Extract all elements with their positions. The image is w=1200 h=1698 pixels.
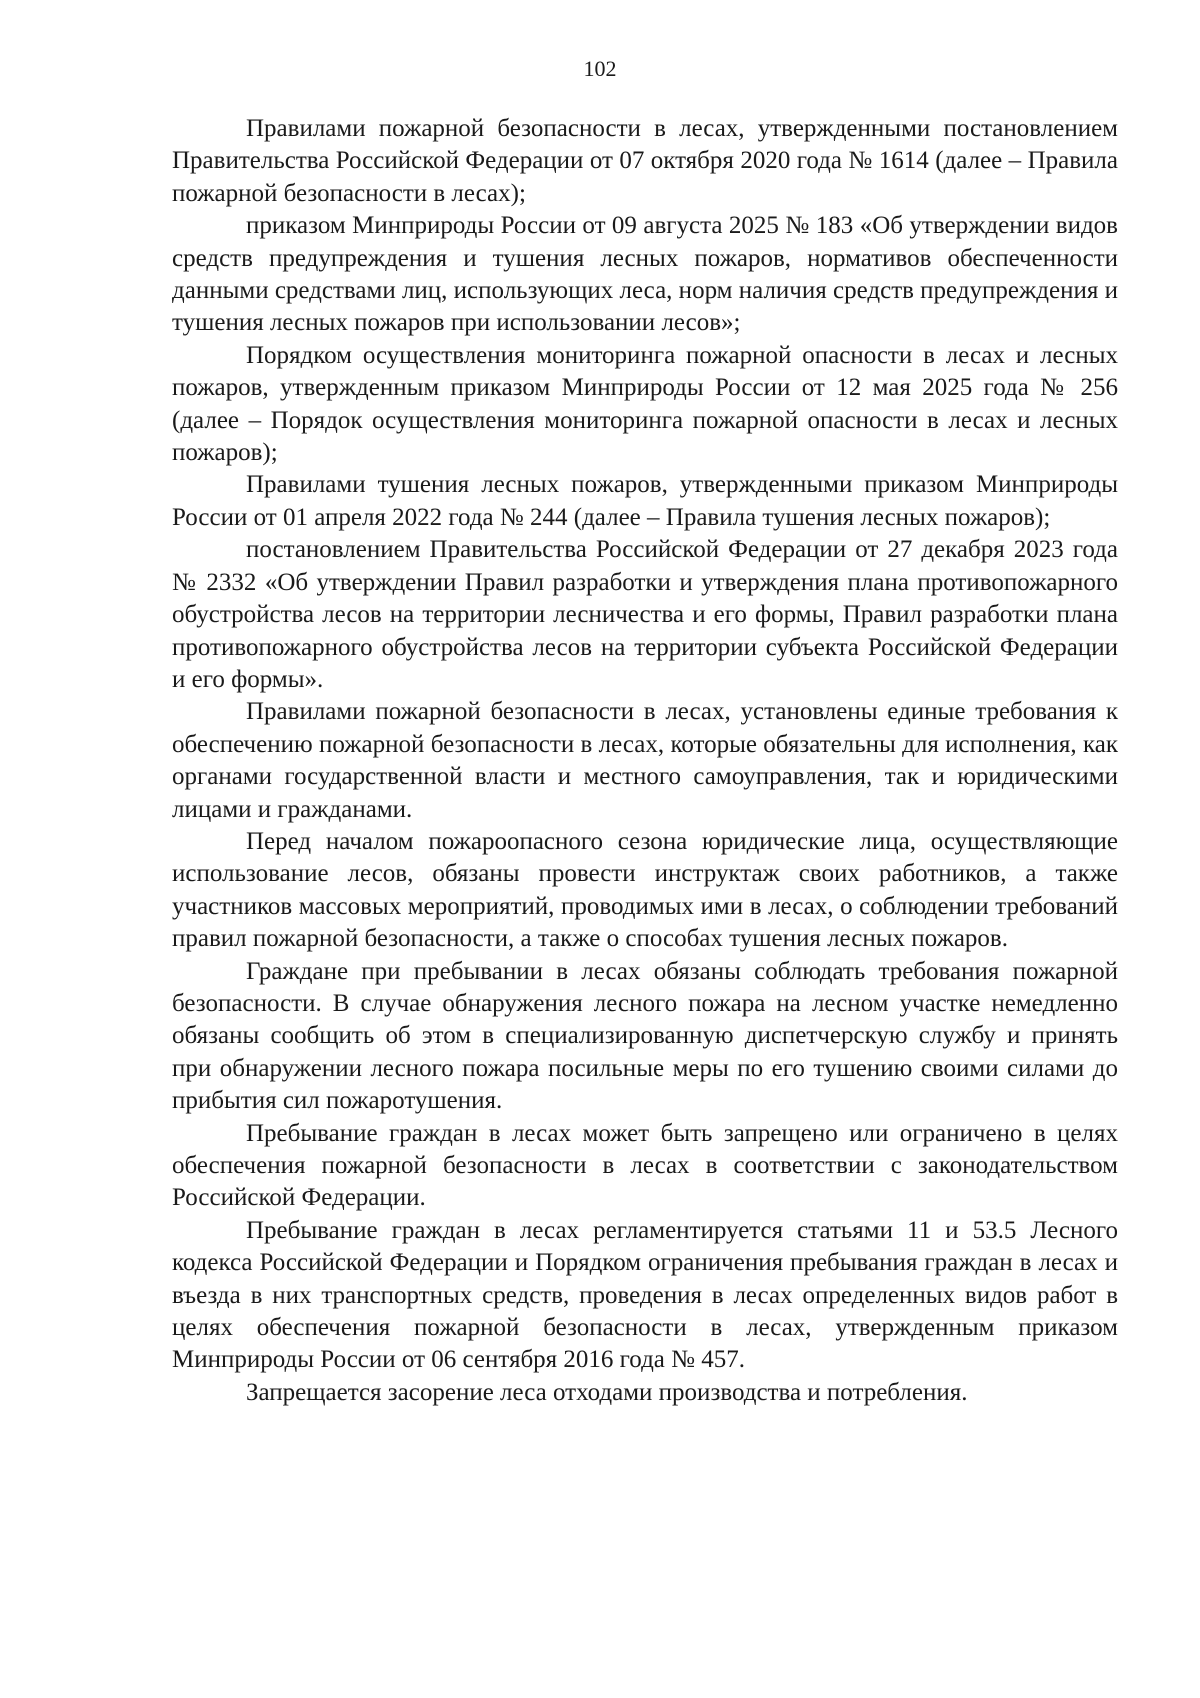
paragraph-order-183: приказом Минприроды России от 09 августа 2025 № 183 «Об утверждении видов средств предупреждения и тушения лесных пожаров, нормативов обеспеченности данными средствами лиц, использующих леса, норм наличия средств предупреждения и тушения лесных пожаров при использовании лесов»;	[172, 212, 1118, 337]
paragraph-monitoring-procedure: Порядком осуществления мониторинга пожарной опасности в лесах и лесных пожаров, утвержденным приказом Минприроды России от 12 мая 2025 года № 256 (далее – Порядок осуществления мониторинга пожарной опасности в лесах и лесных пожаров);	[172, 341, 1118, 467]
paragraph-littering-prohibited: Запрещается засорение леса отходами производства и потребления.	[246, 1378, 968, 1406]
paragraph-uniform-requirements: Правилами пожарной безопасности в лесах, установлены единые требования к обеспечению пожарной безопасности в лесах, которые обязательны для исполнения, как органами государственной власти и местного самоуправления, так и юридическими лицами и гражданами.	[172, 698, 1118, 823]
paragraph-fire-safety-rules: Правилами пожарной безопасности в лесах, утвержденными постановлением Правительства Российской Федерации от 07 октября 2020 года № 1614 (далее – Правила пожарной безопасности в лесах);	[172, 115, 1118, 207]
paragraph-season-briefing: Перед началом пожароопасного сезона юридические лица, осуществляющие использование лесов, обязаны провести инструктаж своих работников, а также участников массовых мероприятий, проводимых ими в лесах, о соблюдении требований правил пожарной безопасности, а также о способах тушения лесных пожаров.	[172, 827, 1118, 953]
paragraph-stay-restriction: Пребывание граждан в лесах может быть запрещено или ограничено в целях обеспечения пожарной безопасности в лесах в соответствии с законодательством Российской Федерации.	[172, 1119, 1118, 1212]
paragraph-extinguishing-rules: Правилами тушения лесных пожаров, утвержденными приказом Минприроды России от 01 апреля 2022 года № 244 (далее – Правила тушения лесных пожаров);	[172, 471, 1118, 531]
paragraph-citizens-obligations: Граждане при пребывании в лесах обязаны соблюдать требования пожарной безопасности. В случае обнаружения лесного пожара на лесном участке немедленно обязаны сообщить об этом в специализированную диспетчерскую службу и принять при обнаружении лесного пожара посильные меры по его тушению своими силами до прибытия сил пожаротушения.	[172, 957, 1118, 1115]
page-number: 102	[583, 56, 617, 81]
document-body	[172, 113, 1118, 1409]
paragraph-resolution-2332: постановлением Правительства Российской Федерации от 27 декабря 2023 года № 2332 «Об утверждении Правил разработки и утверждения плана противопожарного обустройства лесов на территории лесничества и его формы, Правил разработки плана противопожарного обустройства лесов на территории субъекта Российской Федерации и его формы».	[172, 536, 1118, 693]
paragraph-stay-regulation: Пребывание граждан в лесах регламентируется статьями 11 и 53.5 Лесного кодекса Российской Федерации и Порядком ограничения пребывания граждан в лесах и въезда в них транспортных средств, проведения в лесах определенных видов работ в целях обеспечения пожарной безопасности в лесах, утвержденным приказом Минприроды России от 06 сентября 2016 года № 457.	[172, 1216, 1118, 1374]
